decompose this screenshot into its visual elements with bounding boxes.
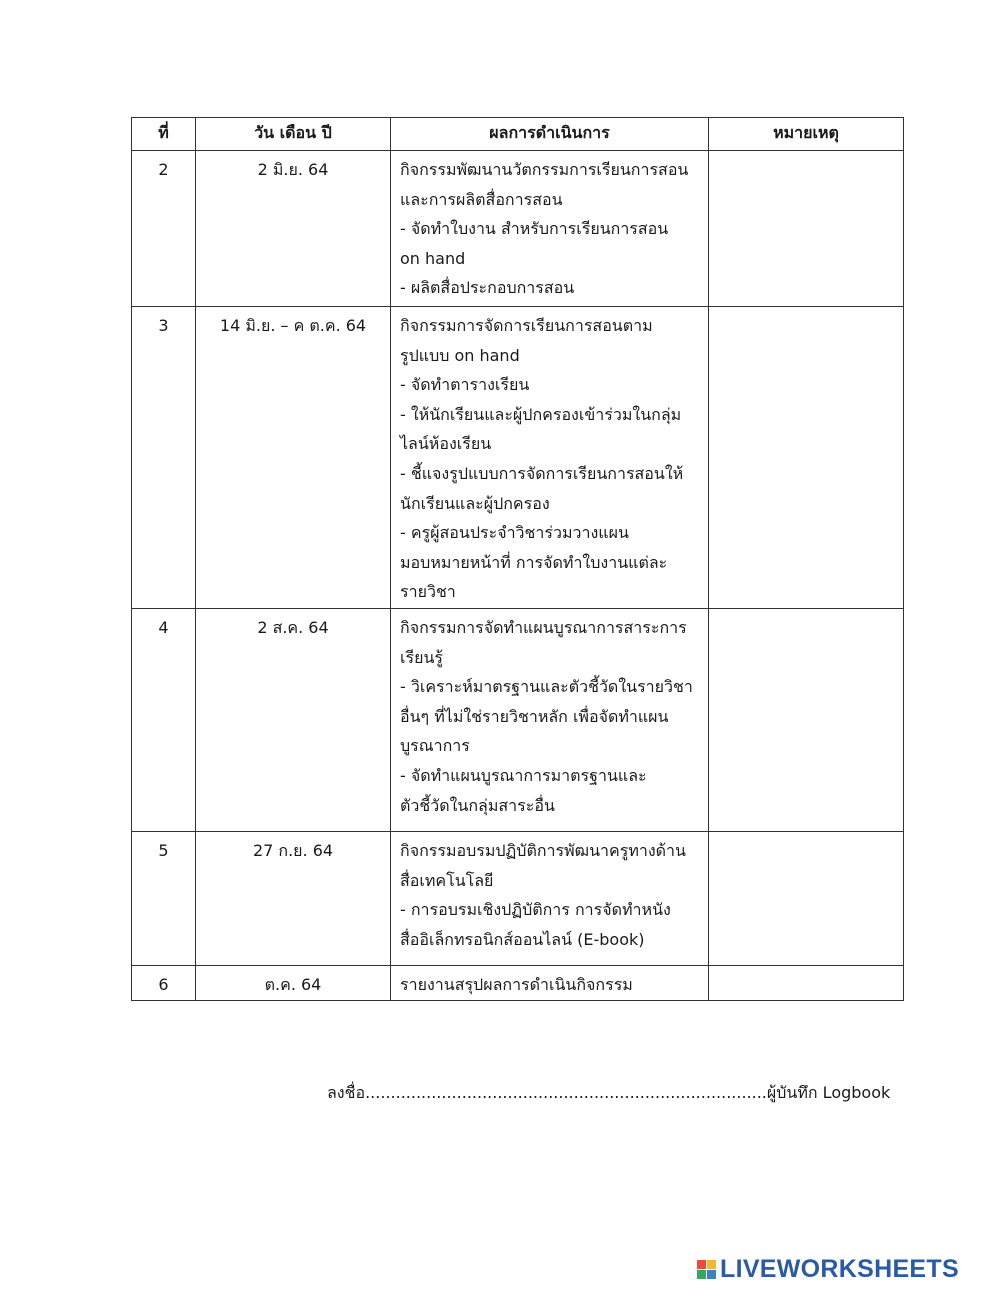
row-date-cell: [196, 966, 391, 1001]
result-line: - จัดทำตารางเรียน: [400, 375, 530, 395]
row-number: 4: [158, 618, 169, 637]
row-result-cell: [391, 307, 709, 609]
row-number: 2: [158, 160, 169, 179]
result-line: มอบหมายหน้าที่ การจัดทำใบงานแต่ละ: [400, 552, 668, 572]
result-line: - ครูผู้สอนประจำวิชาร่วมวางแผน: [400, 523, 629, 543]
table-row: [132, 966, 904, 1001]
result-line: - ผลิตสื่อประกอบการสอน: [400, 278, 575, 298]
result-line: และการผลิตสื่อการสอน: [400, 189, 563, 209]
result-line: นักเรียนและผู้ปกครอง: [400, 493, 550, 513]
row-date: 2 ส.ค. 64: [257, 618, 329, 637]
row-note-cell: [709, 832, 904, 966]
result-line: ไลน์ห้องเรียน: [400, 434, 492, 454]
row-number: 6: [158, 975, 169, 994]
row-number-cell: [132, 966, 196, 1001]
result-line: กิจกรรมพัฒนานวัตกรรมการเรียนการสอน: [400, 160, 689, 179]
result-line: เรียนรู้: [400, 647, 443, 667]
row-number-cell: [132, 609, 196, 832]
result-line: รายงานสรุปผลการดำเนินกิจกรรม: [400, 975, 633, 994]
logo-block: [697, 1260, 706, 1269]
liveworksheets-logo: [697, 1255, 959, 1284]
result-line: บูรณาการ: [400, 736, 470, 756]
result-line: - จัดทำใบงาน สำหรับการเรียนการสอน: [400, 219, 669, 239]
row-note-cell: [709, 307, 904, 609]
row-date: 27 ก.ย. 64: [252, 841, 334, 860]
row-result-cell: [391, 966, 709, 1001]
result-line: สื่อเทคโนโลยี: [400, 870, 494, 890]
row-date: 14 มิ.ย. – ค ต.ค. 64: [219, 316, 367, 335]
row-note: [709, 832, 903, 836]
result-line: อื่นๆ ที่ไม่ใช่รายวิชาหลัก เพื่อจัดทำแผน: [400, 706, 669, 726]
row-date-cell: [196, 151, 391, 307]
result-line: กิจกรรมอบรมปฏิบัติการพัฒนาครูทางด้าน: [400, 841, 686, 860]
table-header-row: [132, 118, 904, 151]
logo-block: [697, 1270, 706, 1279]
table-row: [132, 151, 904, 307]
result-line: on hand: [400, 248, 466, 268]
signature-prefix: ลงชื่อ: [327, 1083, 366, 1102]
row-note: [709, 966, 903, 970]
row-result-cell: [391, 832, 709, 966]
row-note: [709, 609, 903, 613]
result-line: - ให้นักเรียนและผู้ปกครองเข้าร่วมในกลุ่ม: [400, 404, 682, 424]
logo-text: LIVEWORKSHEETS: [720, 1255, 959, 1283]
row-date-cell: [196, 832, 391, 966]
result-line: รูปแบบ on hand: [400, 345, 520, 365]
logo-blocks-icon: [697, 1260, 716, 1279]
table-row: [132, 307, 904, 609]
row-date: 2 มิ.ย. 64: [257, 160, 329, 179]
result-line: - วิเคราะห์มาตรฐานและตัวชี้วัดในรายวิชา: [400, 677, 693, 697]
logbook-table: [131, 117, 904, 1001]
logo-block: [707, 1260, 716, 1269]
row-date-cell: [196, 609, 391, 832]
signature-line: [327, 1081, 890, 1106]
row-number: 5: [158, 841, 169, 860]
row-date-cell: [196, 307, 391, 609]
row-note: [709, 151, 903, 155]
signature-dots: ...............................................................................: [365, 1083, 767, 1102]
result-line: กิจกรรมการจัดทำแผนบูรณาการสาระการ: [400, 618, 687, 637]
row-result-cell: [391, 609, 709, 832]
table-row: [132, 832, 904, 966]
signature-suffix: ผู้บันทึก Logbook: [766, 1083, 891, 1102]
result-line: - การอบรมเชิงปฏิบัติการ การจัดทำหนัง: [400, 900, 671, 920]
row-result-cell: [391, 151, 709, 307]
header-date: วัน เดือน ปี: [196, 118, 391, 151]
header-no: ที่: [132, 118, 196, 151]
row-note-cell: [709, 151, 904, 307]
row-number-cell: [132, 832, 196, 966]
row-note: [709, 307, 903, 311]
result-line: รายวิชา: [400, 582, 456, 602]
row-note-cell: [709, 966, 904, 1001]
row-number: 3: [158, 316, 169, 335]
result-line: - จัดทำแผนบูรณาการมาตรฐานและ: [400, 765, 647, 785]
row-date: ต.ค. 64: [264, 975, 322, 994]
row-number-cell: [132, 151, 196, 307]
header-result: ผลการดำเนินการ: [391, 118, 709, 151]
result-line: - ชี้แจงรูปแบบการจัดการเรียนการสอนให้: [400, 463, 684, 483]
header-note: หมายเหตุ: [709, 118, 904, 151]
table-row: [132, 609, 904, 832]
result-line: กิจกรรมการจัดการเรียนการสอนตาม: [400, 316, 653, 335]
row-number-cell: [132, 307, 196, 609]
result-line: ตัวชี้วัดในกลุ่มสาระอื่น: [400, 795, 555, 815]
logo-block: [707, 1270, 716, 1279]
result-line: สื่ออิเล็กทรอนิกส์ออนไลน์ (E-book): [400, 929, 645, 949]
row-note-cell: [709, 609, 904, 832]
